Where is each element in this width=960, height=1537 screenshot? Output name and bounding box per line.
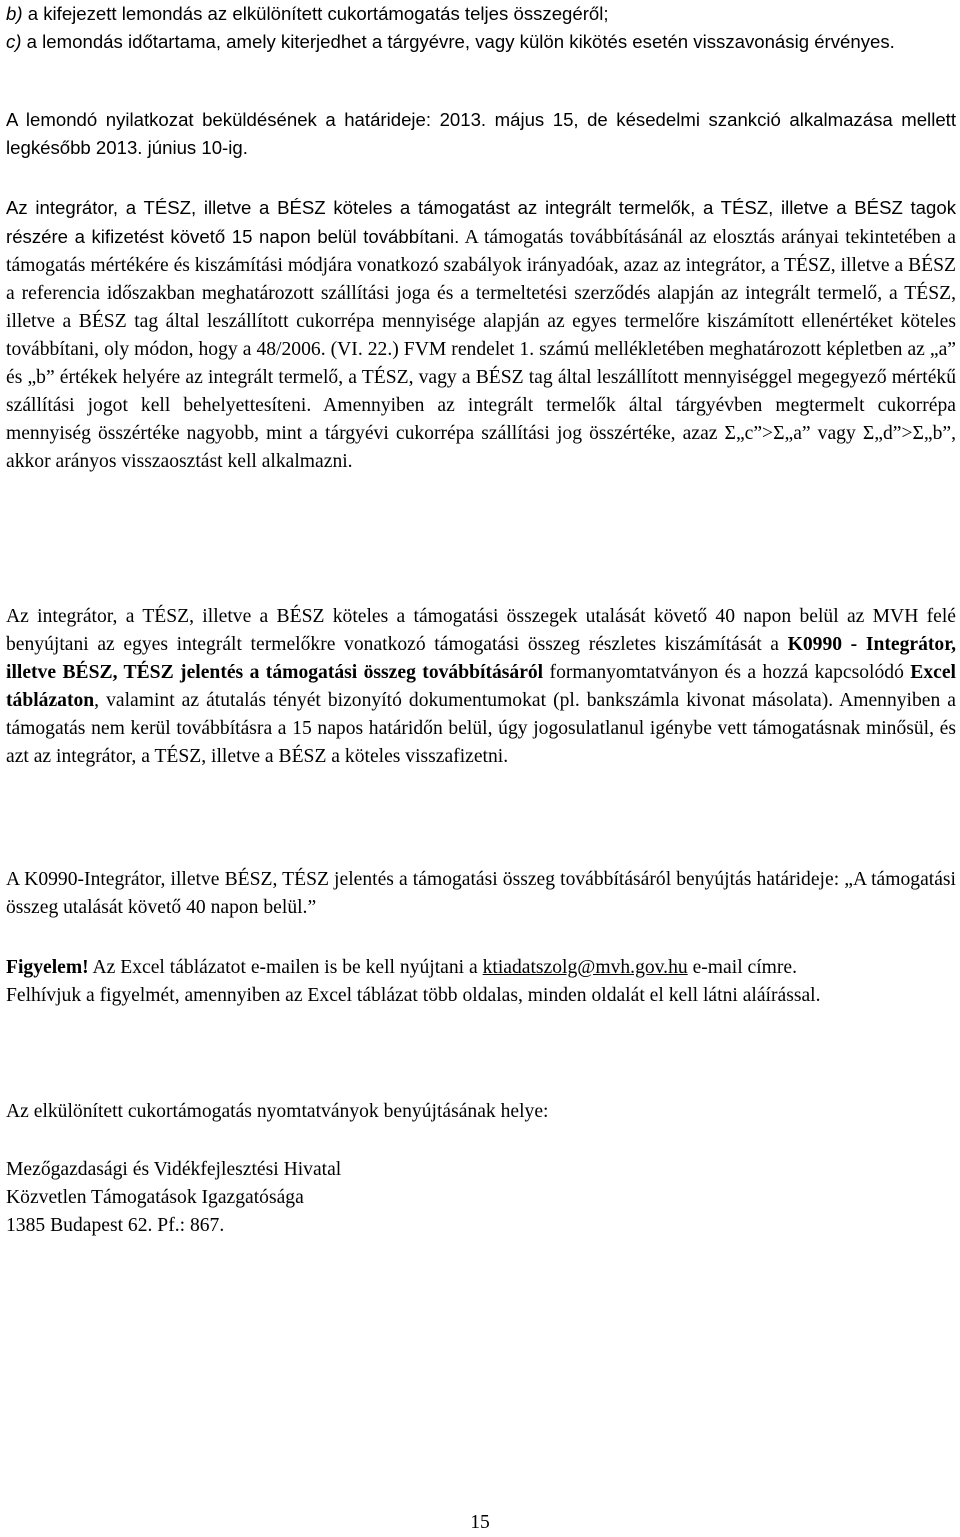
k0990-deadline-paragraph — [6, 866, 956, 922]
list-marker-c: c) — [6, 31, 22, 52]
form-name-bold: K0990 - Integrátor, illetve BÉSZ, TÉSZ jelentés a támogatási összeg továbbításáról — [6, 634, 956, 683]
address-block — [6, 1156, 956, 1240]
notice-text-before: Az Excel táblázatot e-mailen is be kell nyújtani a — [88, 957, 483, 978]
submission-text-2: formanyomtatványon és a hozzá kapcsolódó — [543, 662, 911, 683]
address-line-3: 1385 Budapest 62. Pf.: 867. — [6, 1215, 225, 1236]
excel-table-bold: Excel táblázaton — [6, 662, 956, 711]
submission-text-3: , valamint az átutalás tényét bizonyító dokumentumokat (pl. bankszámla kivonat másolata). Amennyiben a támogatás nem kerül továbbításra a 15 napos határidőn belül, úgy jogosulatlanul igénybe vett támogatásnak minősül, és azt az integrátor, a TÉSZ, illetve a BÉSZ a köteles visszafizetni. — [6, 690, 956, 767]
address-line-2: Közvetlen Támogatások Igazgatósága — [6, 1187, 304, 1208]
list-item-c — [6, 28, 956, 56]
submission-paragraph — [6, 603, 956, 771]
notice-label: Figyelem! — [6, 957, 89, 978]
list-text-b: a kifejezett lemondás az elkülönített cukortámogatás teljes összegéről; — [27, 3, 609, 24]
notice-text-after: e-mail címre. — [687, 957, 798, 978]
integrator-serif-text: A támogatás továbbításánál az elosztás arányai tekintetében a támogatás mértékére és kiszámítási módjára vonatkozó szabályok irányadóak, azaz az integrátor, a TÉSZ, illetve a BÉSZ a referencia időszakban meghatározott szállítási joga és a termeltetési szerződés alapján az integrált termelő, a TÉSZ, illetve a BÉSZ tag által leszállított cukorrépa mennyisége alapján az egyes termelőre kiszámított ellenértéket köteles továbbítani, oly módon, hogy a 48/2006. (VI. 22.) FVM rendelet 1. számú mellékletében meghatározott képletben az „a” és „b” értékek helyére az integrált termelő, a TÉSZ, vagy a BÉSZ tag által leszállított mennyiséggel megegyező mértékű szállítási jogot kell behelyettesíteni. Amennyiben az integrált termelők által tárgyévben megtermelt cukorrépa mennyiség összértéke nagyobb, mint a tárgyévi cukorrépa szállítási jog összértéke, azaz Σ„c”>Σ„a” vagy Σ„d”>Σ„b”, akkor arányos visszaosztást kell alkalmazni. — [6, 227, 956, 472]
address-line-1: Mezőgazdasági és Vidékfejlesztési Hivatal — [6, 1159, 342, 1180]
submission-text-1: Az integrátor, a TÉSZ, illetve a BÉSZ köteles a támogatási összegek utalását követő 40 napon belül az MVH felé benyújtani az egyes integrált termelőkre vonatkozó támogatási összeg részletes kiszámítását a — [6, 606, 956, 655]
list-item-b — [6, 0, 956, 28]
page-number: 15 — [470, 1512, 490, 1533]
k0990-deadline-text: A K0990-Integrátor, illetve BÉSZ, TÉSZ jelentés a támogatási összeg továbbításáról benyújtás határideje: „A támogatási összeg utalását követő 40 napon belül.” — [6, 869, 956, 918]
email-link[interactable]: ktiadatszolg@mvh.gov.hu — [482, 957, 688, 978]
integrator-paragraph — [6, 194, 956, 476]
list-text-c: a lemondás időtartama, amely kiterjedhet a tárgyévre, vagy külön kikötés esetén visszavonásig érvényes. — [26, 31, 895, 52]
list-tail — [6, 0, 956, 56]
notice-second-line: Felhívjuk a figyelmét, amennyiben az Excel táblázat több oldalas, minden oldalát el kell látni aláírással. — [6, 985, 821, 1006]
integrator-sans-text: Az integrátor, a TÉSZ, illetve a BÉSZ köteles a támogatást az integrált termelők, a TÉSZ, illetve a BÉSZ tagok részére a kifizetést követő 15 napon belül továbbítani. — [6, 197, 956, 247]
deadline-paragraph — [6, 106, 956, 162]
deadline-text: A lemondó nyilatkozat beküldésének a határideje: 2013. május 15, de késedelmi szankció alkalmazása mellett legkésőbb 2013. június 10-ig. — [6, 109, 956, 158]
notice-paragraph — [6, 954, 956, 1010]
submission-place — [6, 1098, 956, 1126]
submission-place-text: Az elkülönített cukortámogatás nyomtatványok benyújtásának helye: — [6, 1101, 549, 1122]
list-marker-b: b) — [6, 3, 23, 24]
